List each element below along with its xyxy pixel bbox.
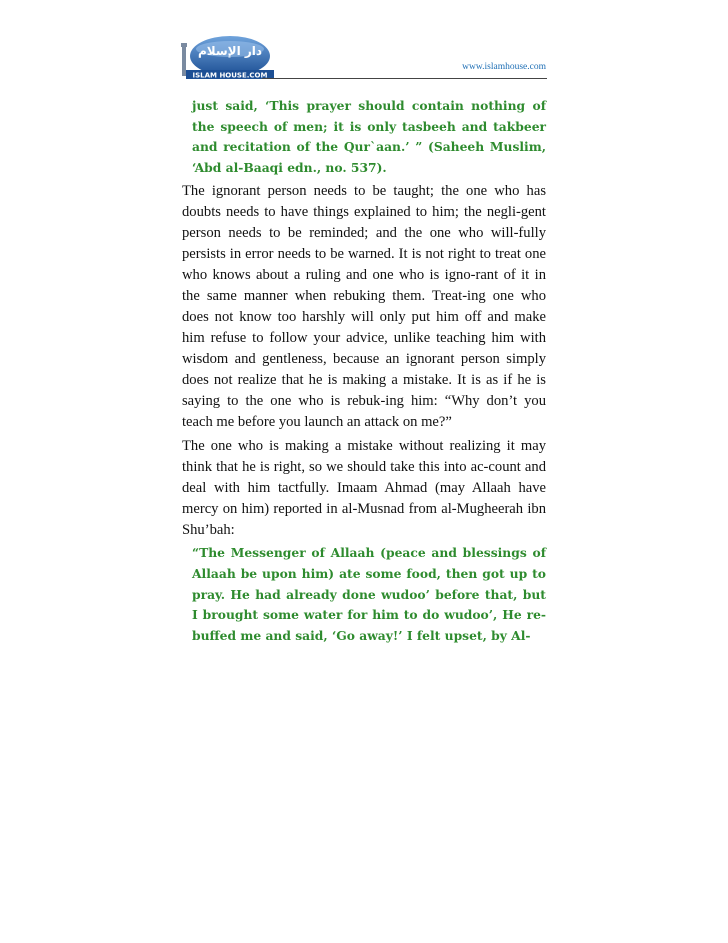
body-paragraph: The one who is making a mistake without realizing it may think that he is right, so we should take this into ac-count and deal with him tactfully. Imaam Ahmad (may Allaah have mercy on him) reported in al-Musnad from al-Mugheerah ibn Shu’bah: (182, 438, 546, 539)
hadith-quote-top: just said, ‘This prayer should contain nothing of the speech of men; it is only tasbeeh and takbeer and recitation of the Qur`aan.’ ” (Saheeh Muslim, ‘Abd al-Baaqi edn., no. 537). (192, 98, 546, 175)
page-body (182, 96, 546, 646)
svg-text:ISLAM HOUSE.COM: ISLAM HOUSE.COM (192, 71, 268, 80)
hadith-quote-bottom: “The Messenger of Allaah (peace and blessings of Allaah be upon him) ate some food, then got up to pray. He had already done wudoo’ before that, but I brought some water for him to do wudoo’, He re-buffed me and said, ‘Go away!’ I felt upset, by Al- (192, 545, 546, 643)
header-url[interactable]: www.islamhouse.com (462, 62, 546, 72)
body-paragraph: The ignorant person needs to be taught; the one who has doubts needs to have things explained to him; the negli-gent person needs to be reminded; and the one who will-fully persists in error needs to be warned. It is not right to treat one who knows about a ruling and one who is igno-rant of it in the same manner when rebuking them. Treat-ing one who does not know too harshly will only put him off and make him refuse to follow your advice, unlike teaching him with wisdom and gentleness, because an ignorant person simply does not realize that he is making a mistake. It is as if he is saying to the one who is rebuk-ing him: “Why don’t you teach me before you launch an attack on me?” (182, 183, 546, 431)
header-divider (262, 78, 547, 79)
islamhouse-logo (178, 32, 278, 84)
svg-text:دار الإسلام: دار الإسلام (197, 44, 263, 58)
